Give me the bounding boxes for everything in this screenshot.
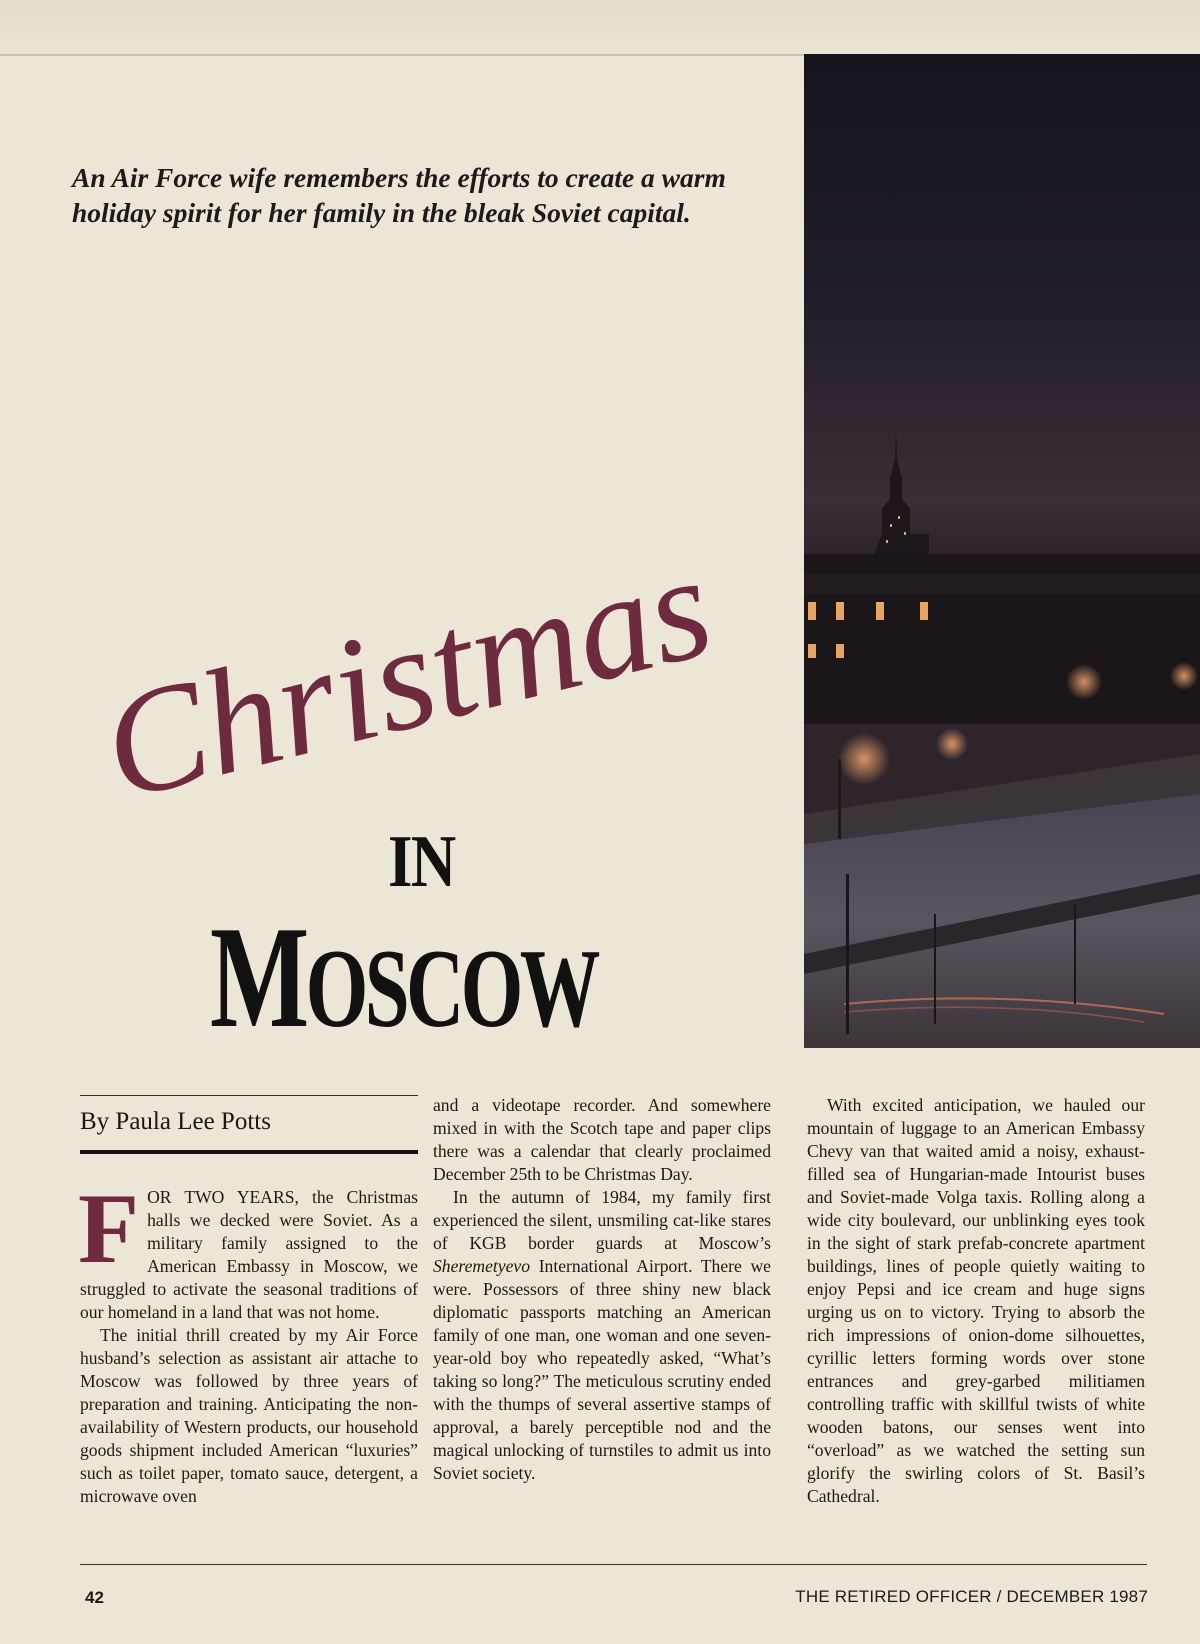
column-2-paragraph-1: and a videotape recorder. And somewhere mixed in with the Scotch tape and paper clips there was a calendar that clearly proclaimed December 25th to be Christmas Day.	[433, 1095, 771, 1184]
column-1-paragraph-1-text: the Christmas halls we decked were Soviet. As a military family assigned to the American Embassy in Moscow, we struggled to activate the seasonal traditions of our homeland in a land that was not home.	[80, 1187, 418, 1322]
title-moscow	[210, 896, 597, 1064]
column-3-paragraph-1: With excited anticipation, we hauled our mountain of luggage to an American Embassy Chevy van that waited amid a noisy, exhaust-filled sea of Hungarian-made Intourist buses and Soviet-made Volga taxis. Rolling along a wide city boulevard, our unblinking eyes took in the sight of stark prefab-concrete apartment buildings, lines of people quietly waiting to enjoy Pepsi and ice cream and huge signs urging us on to victory. Trying to absorb the rich impressions of onion-dome silhouettes, cyrillic letters forming words over stone entrances and grey-garbed militiamen controlling traffic with skillful twists of white wooden batons, our senses went into “overload” as we watched the setting sun glorify the swirling colors of St. Basil’s Cathedral.	[807, 1095, 1145, 1506]
column-2-paragraph-2	[433, 1186, 771, 1485]
drop-cap: F	[78, 1173, 140, 1284]
footer-rule	[80, 1564, 1147, 1565]
article-deck: An Air Force wife remembers the efforts to create a warm holiday spirit for her family in the bleak Soviet capital.	[72, 162, 726, 228]
title-script-text: Christmas	[110, 560, 710, 833]
running-footer: THE RETIRED OFFICER / DECEMBER 1987	[795, 1587, 1148, 1606]
article-column-2	[433, 1094, 771, 1485]
page-number: 42	[85, 1588, 104, 1607]
title-moscow-rest: OSCOW	[305, 927, 597, 1051]
article-column-1	[78, 1173, 418, 1508]
byline-box	[80, 1095, 418, 1154]
column-2-paragraph-2-text-a: In the autumn of 1984, my family first experienced the silent, unsmiling cat-like stares of KGB border guards at Moscow’s	[433, 1187, 771, 1253]
airport-name-italic: Sheremetyevo	[433, 1256, 531, 1276]
byline: By Paula Lee Potts	[80, 1108, 271, 1135]
column-1-paragraph-1	[78, 1173, 418, 1324]
article-column-3	[807, 1094, 1145, 1508]
title-moscow-first-letter: M	[210, 896, 306, 1058]
title-in: IN	[388, 821, 455, 903]
page-top-band	[0, 0, 1200, 56]
lead-in-caps: OR TWO YEARS,	[147, 1187, 299, 1207]
column-2-paragraph-2-text-b: International Airport. There we were. Possessors of three shiny new black diplomatic passports matching an American family of one man, one woman and one seven-year-old boy who repeatedly asked, “What’s taking so long?” The meticulous scrutiny ended with the thumps of several assertive stamps of approval, a barely perceptible nod and the magical unlocking of turnstiles to admit us into Soviet society.	[433, 1256, 771, 1483]
moscow-night-photo	[804, 54, 1200, 1048]
column-1-paragraph-2: The initial thrill created by my Air Force husband’s selection as assistant air attache to Moscow was followed by three years of preparation and training. Anticipating the non-availability of Western products, our household goods shipment included American “luxuries” such as toilet paper, tomato sauce, detergent, a microwave oven	[80, 1325, 418, 1506]
